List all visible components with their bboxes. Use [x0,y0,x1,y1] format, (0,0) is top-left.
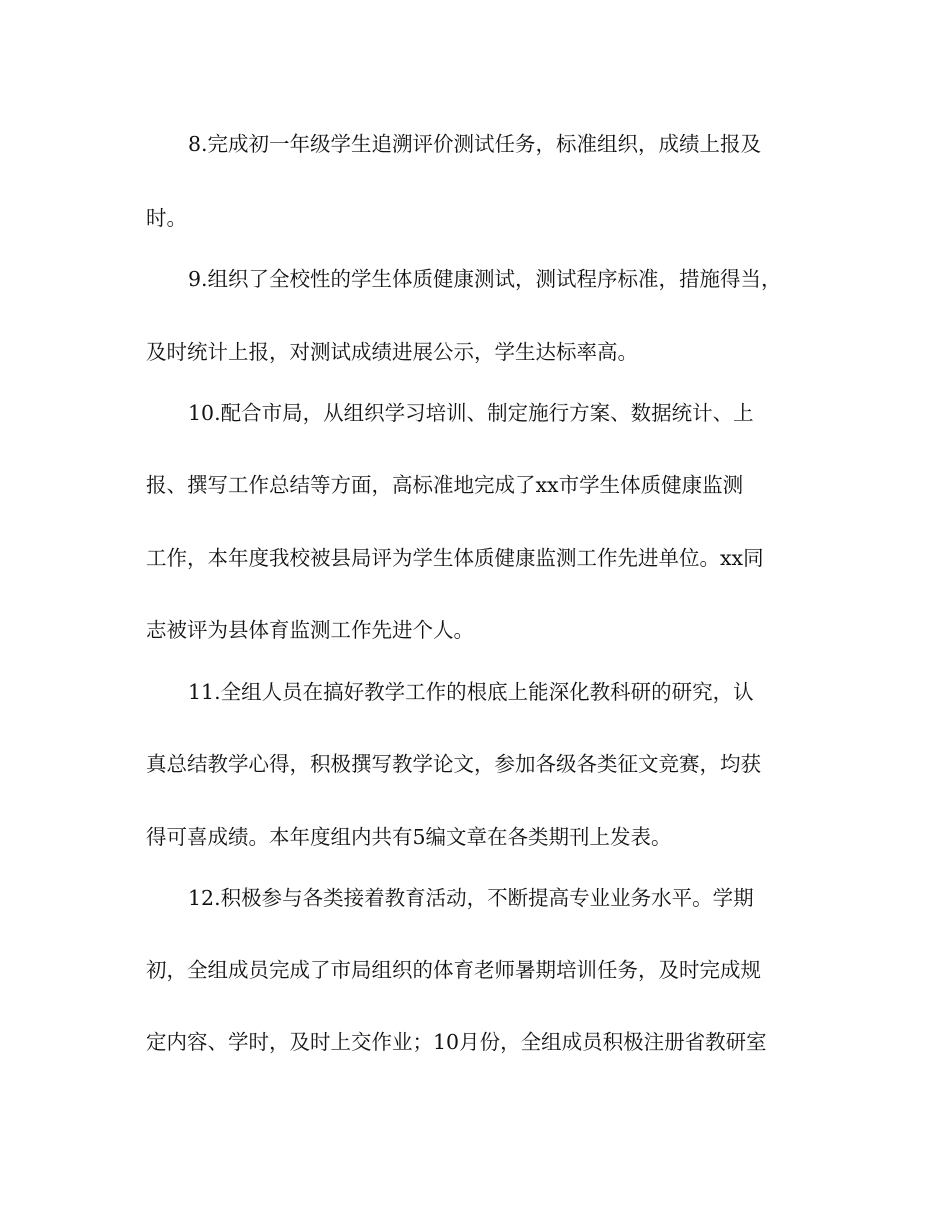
paragraph-12-line-3: 定内容、学时，及时上交作业；10月份，全组成员积极注册省教研室 [146,1030,767,1054]
paragraph-9-line-1: 9.组织了全校性的学生体质健康测试，测试程序标准，措施得当， [188,267,782,291]
paragraph-9-line-2: 及时统计上报，对测试成绩进展公示，学生达标率高。 [146,340,638,364]
paragraph-12-line-1: 12.积极参与各类接着教育活动，不断提高专业业务水平。学期 [188,886,754,910]
paragraph-10-line-4: 志被评为县体育监测工作先进个人。 [146,618,474,642]
paragraph-10-line-1: 10.配合市局，从组织学习培训、制定施行方案、数据统计、上 [188,401,754,425]
paragraph-10-line-3: 工作，本年度我校被县局评为学生体质健康监测工作先进单位。xx同 [146,546,764,570]
paragraph-11-line-3: 得可喜成绩。本年度组内共有5编文章在各类期刊上发表。 [146,825,672,849]
paragraph-10-line-2: 报、撰写工作总结等方面，高标准地完成了xx市学生体质健康监测 [146,473,744,497]
paragraph-12-line-2: 初，全组成员完成了市局组织的体育老师暑期培训任务，及时完成规 [146,958,761,982]
paragraph-8-line-1: 8.完成初一年级学生追溯评价测试任务，标准组织，成绩上报及 [188,132,762,156]
paragraph-8-line-2: 时。 [146,206,187,230]
paragraph-11-line-1: 11.全组人员在搞好教学工作的根底上能深化教科研的研究，认 [188,680,754,704]
paragraph-11-line-2: 真总结教学心得，积极撰写教学论文，参加各级各类征文竞赛，均获 [146,752,761,776]
